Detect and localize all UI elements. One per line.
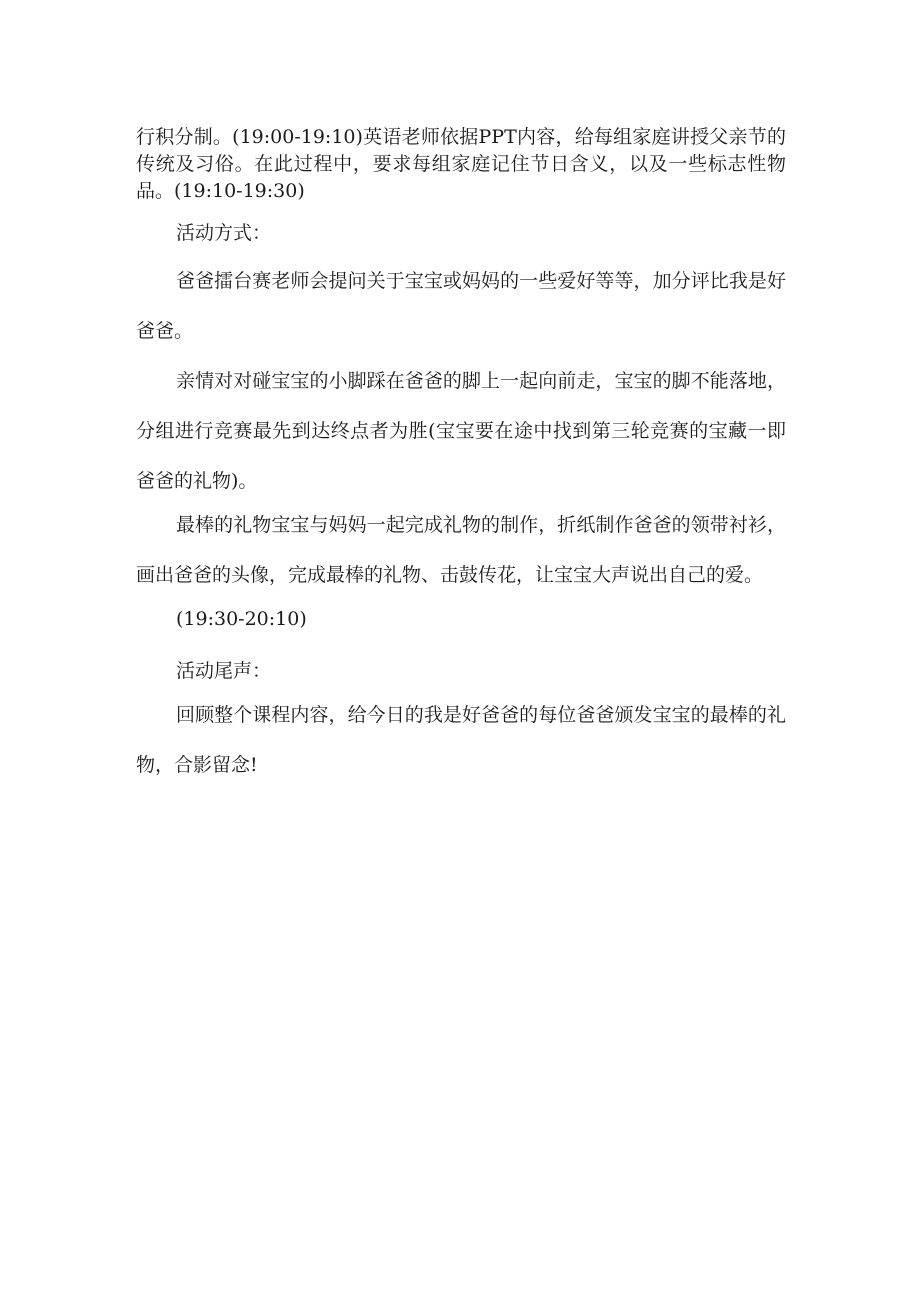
paragraph-ending-heading: 活动尾声： — [176, 660, 272, 682]
paragraph-best-gift: 最棒的礼物宝宝与妈妈一起完成礼物的制作，折纸制作爸爸的领带衬衫，画出爸爸的头像，完成最棒的礼物、击鼓传花，让宝宝大声说出自己的爱。 — [136, 514, 786, 586]
paragraph-dad-challenge: 爸爸擂台赛老师会提问关于宝宝或妈妈的一些爱好等等，加分评比我是好爸爸。 — [136, 270, 786, 342]
paragraph-schedule-intro: 行积分制。(19:00-19:10)英语老师依据PPT内容，给每组家庭讲授父亲节的传统及习俗。在此过程中，要求每组家庭记住节日含义，以及一些标志性物品。(19:10-19:30) — [136, 126, 786, 202]
paragraph-family-walk-game: 亲情对对碰宝宝的小脚踩在爸爸的脚上一起向前走，宝宝的脚不能落地，分组进行竞赛最先到达终点者为胜(宝宝要在途中找到第三轮竞赛的宝藏一即爸爸的礼物)。 — [136, 370, 786, 492]
paragraph-activity-method-heading: 活动方式： — [176, 222, 272, 244]
paragraph-time-range: (19:30-20:10) — [176, 608, 307, 630]
paragraph-closing-ceremony: 回顾整个课程内容，给今日的我是好爸爸的每位爸爸颁发宝宝的最棒的礼物，合影留念! — [136, 704, 786, 776]
